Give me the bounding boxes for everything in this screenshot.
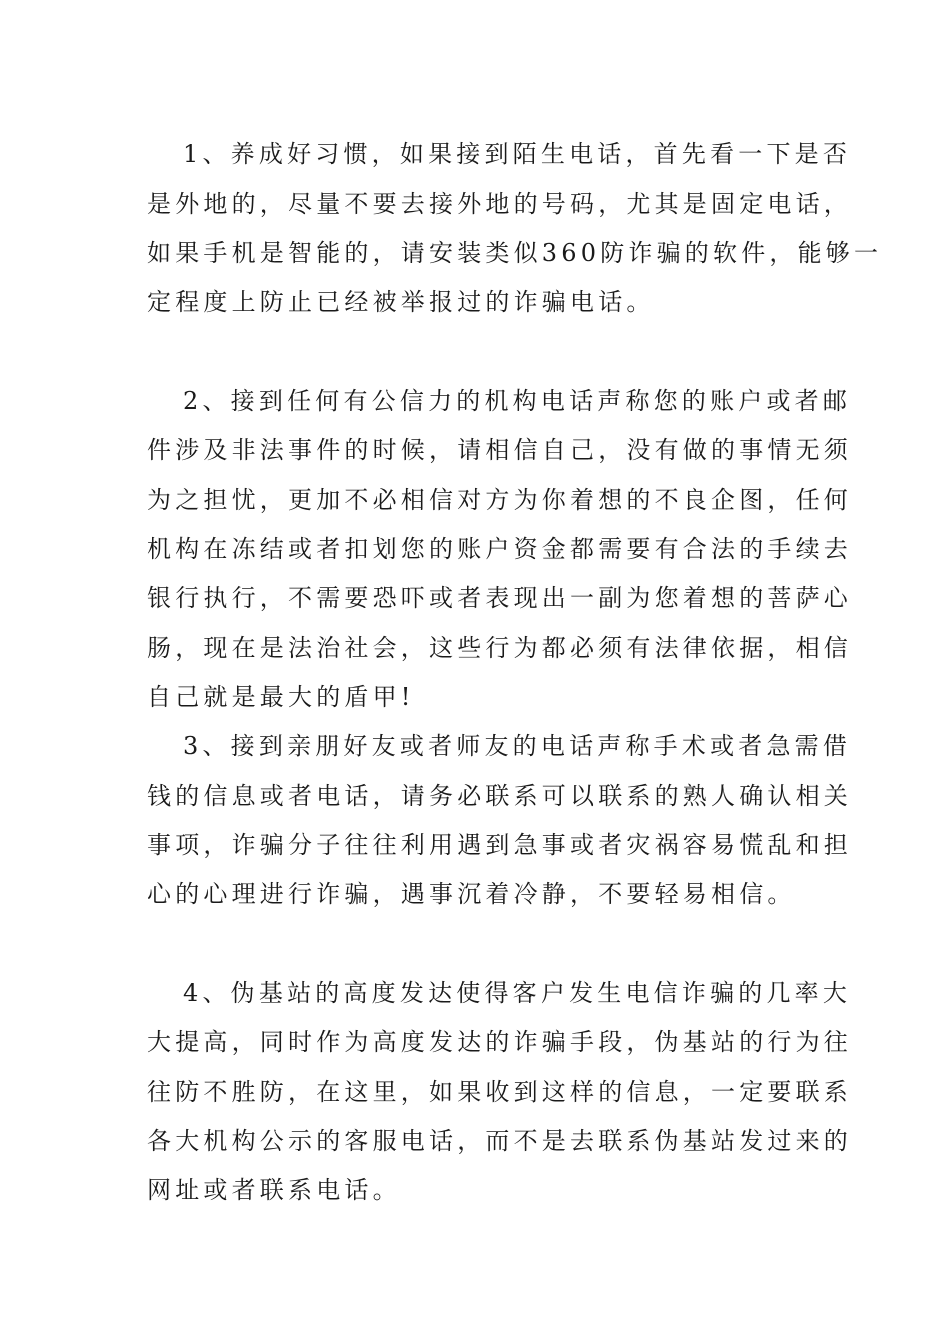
paragraph-2-line-2: 件涉及非法事件的时候，请相信自己，没有做的事情无须 [147,436,852,464]
paragraph-3-line-1: 3、接到亲朋好友或者师友的电话声称手术或者急需借 [183,732,852,760]
paragraph-2-line-3: 为之担忧，更加不必相信对方为你着想的不良企图，任何 [147,486,852,514]
paragraph-2-line-7: 自己就是最大的盾甲! [147,683,415,711]
paragraph-4-line-4: 各大机构公示的客服电话，而不是去联系伪基站发过来的 [147,1127,852,1155]
paragraph-4-line-3: 往防不胜防，在这里，如果收到这样的信息，一定要联系 [147,1078,852,1106]
paragraph-2-line-1: 2、接到任何有公信力的机构电话声称您的账户或者邮 [183,387,852,415]
paragraph-1-line-2: 是外地的，尽量不要去接外地的号码，尤其是固定电话， [147,190,852,218]
paragraph-4-line-5: 网址或者联系电话。 [147,1176,401,1204]
paragraph-1-line-3: 如果手机是智能的，请安装类似360防诈骗的软件，能够一 [147,239,883,267]
paragraph-1-line-4: 定程度上防止已经被举报过的诈骗电话。 [147,288,655,316]
paragraph-1-line-1: 1、养成好习惯，如果接到陌生电话，首先看一下是否 [183,140,852,168]
paragraph-2-line-5: 银行执行，不需要恐吓或者表现出一副为您着想的菩萨心 [147,584,852,612]
paragraph-4-line-1: 4、伪基站的高度发达使得客户发生电信诈骗的几率大 [183,979,852,1007]
paragraph-3-line-3: 事项，诈骗分子往往利用遇到急事或者灾祸容易慌乱和担 [147,831,852,859]
paragraph-3-line-4: 心的心理进行诈骗，遇事沉着冷静，不要轻易相信。 [147,880,796,908]
paragraph-4-line-2: 大提高，同时作为高度发达的诈骗手段，伪基站的行为往 [147,1028,852,1056]
paragraph-2-line-6: 肠，现在是法治社会，这些行为都必须有法律依据，相信 [147,634,852,662]
paragraph-3-line-2: 钱的信息或者电话，请务必联系可以联系的熟人确认相关 [147,782,852,810]
paragraph-2-line-4: 机构在冻结或者扣划您的账户资金都需要有合法的手续去 [147,535,852,563]
